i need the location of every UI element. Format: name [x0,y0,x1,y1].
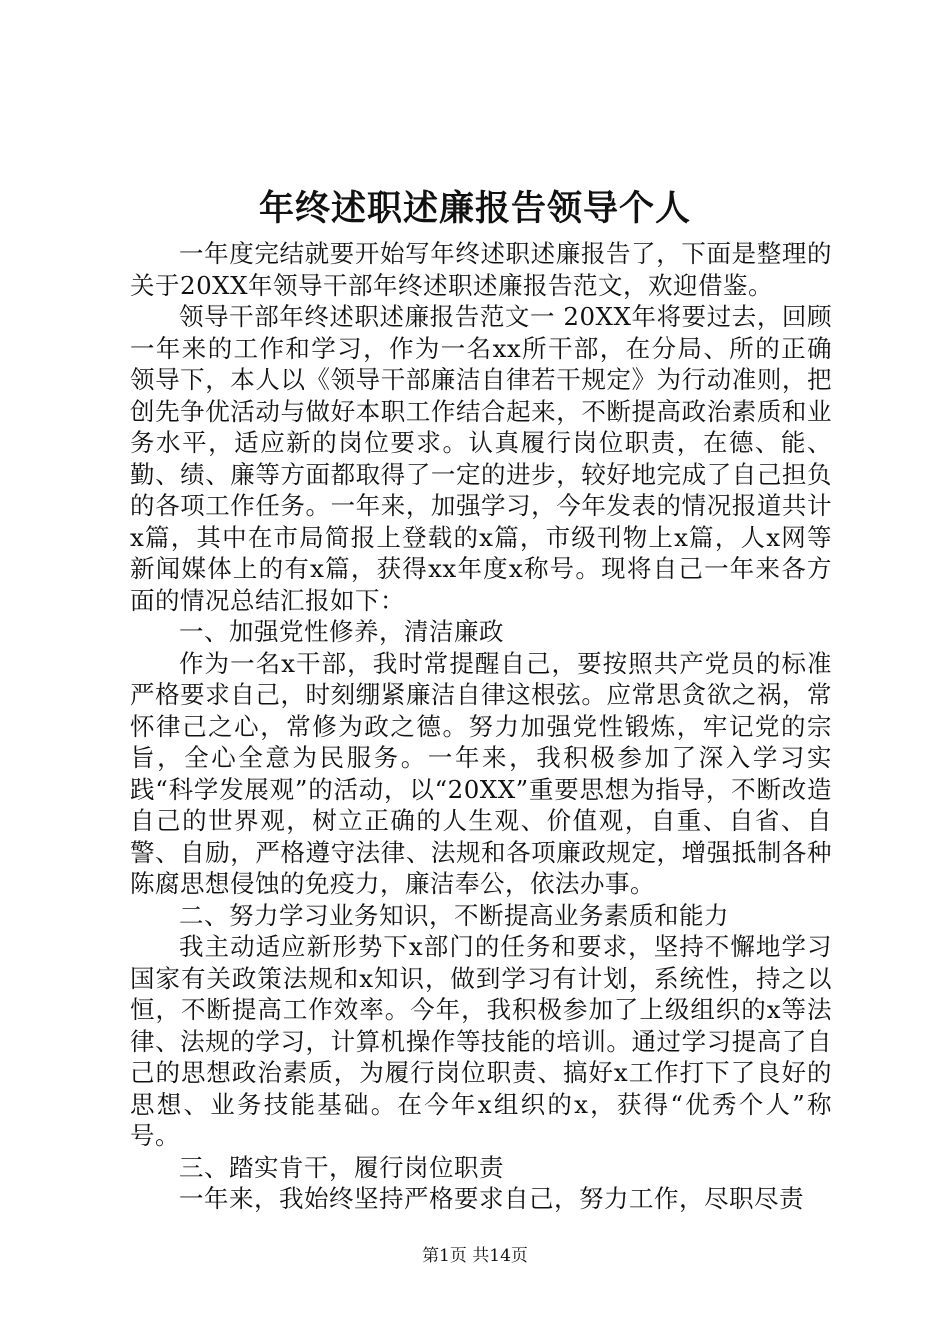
paragraph-section-one: 作为一名x干部，我时常提醒自己，要按照共产党员的标准严格要求自己，时刻绷紧廉洁自律这根弦。应常思贪欲之祸，常怀律己之心，常修为政之德。努力加强党性锻炼，牢记党的宗旨，全心全意为民服务。一年来，我积极参加了深入学习实践“科学发展观”的活动，以“20XX”重要思想为指导，不断改造自己的世界观，树立正确的人生观、价值观，自重、自省、自警、自励，严格遵守法律、法规和各项廉政规定，增强抵制各种陈腐思想侵蚀的免疫力，廉洁奉公，依法办事。 [130,648,832,898]
paragraph-intro: 一年度完结就要开始写年终述职述廉报告了，下面是整理的关于20XX年领导干部年终述职述廉报告范文，欢迎借鉴。 [130,239,832,300]
paragraph-sample-one: 领导干部年终述职述廉报告范文一 20XX年将要过去，回顾一年来的工作和学习，作为一名xx所干部，在分局、所的正确领导下，本人以《领导干部廉洁自律若干规定》为行动准则，把创先争优活动与做好本职工作结合起来，不断提高政治素质和业务水平，适应新的岗位要求。认真履行岗位职责，在德、能、勤、绩、廉等方面都取得了一定的进步，较好地完成了自己担负的各项工作任务。一年来，加强学习，今年发表的情况报道共计x篇，其中在市局简报上登载的x篇，市级刊物上x篇，人x网等新闻媒体上的有x篇，获得xx年度x称号。现将自己一年来各方面的情况总结汇报如下： [130,302,832,615]
section-heading-three: 三、踏实肯干，履行岗位职责 [179,1152,504,1182]
paragraph-section-three: 一年来，我始终坚持严格要求自己，努力工作，尽职尽责 [179,1184,804,1213]
page-indicator: 第1页 共14页 [422,1246,528,1266]
document-title: 年终述职述廉报告领导个人 [258,188,691,229]
section-heading-two: 二、努力学习业务知识，不断提高业务素质和能力 [179,900,729,930]
section-heading-one: 一、加强党性修养，清洁廉政 [179,617,504,646]
document-body [130,238,832,1215]
paragraph-section-two: 我主动适应新形势下x部门的任务和要求，坚持不懈地学习国家有关政策法规和x知识，做到学习有计划，系统性，持之以恒，不断提高工作效率。今年，我积极参加了上级组织的x等法律、法规的学习，计算机操作等技能的培训。通过学习提高了自己的思想政治素质，为履行岗位职责、搞好x工作打下了良好的思想、业务技能基础。在今年x组织的x，获得“优秀个人”称号。 [130,932,832,1150]
